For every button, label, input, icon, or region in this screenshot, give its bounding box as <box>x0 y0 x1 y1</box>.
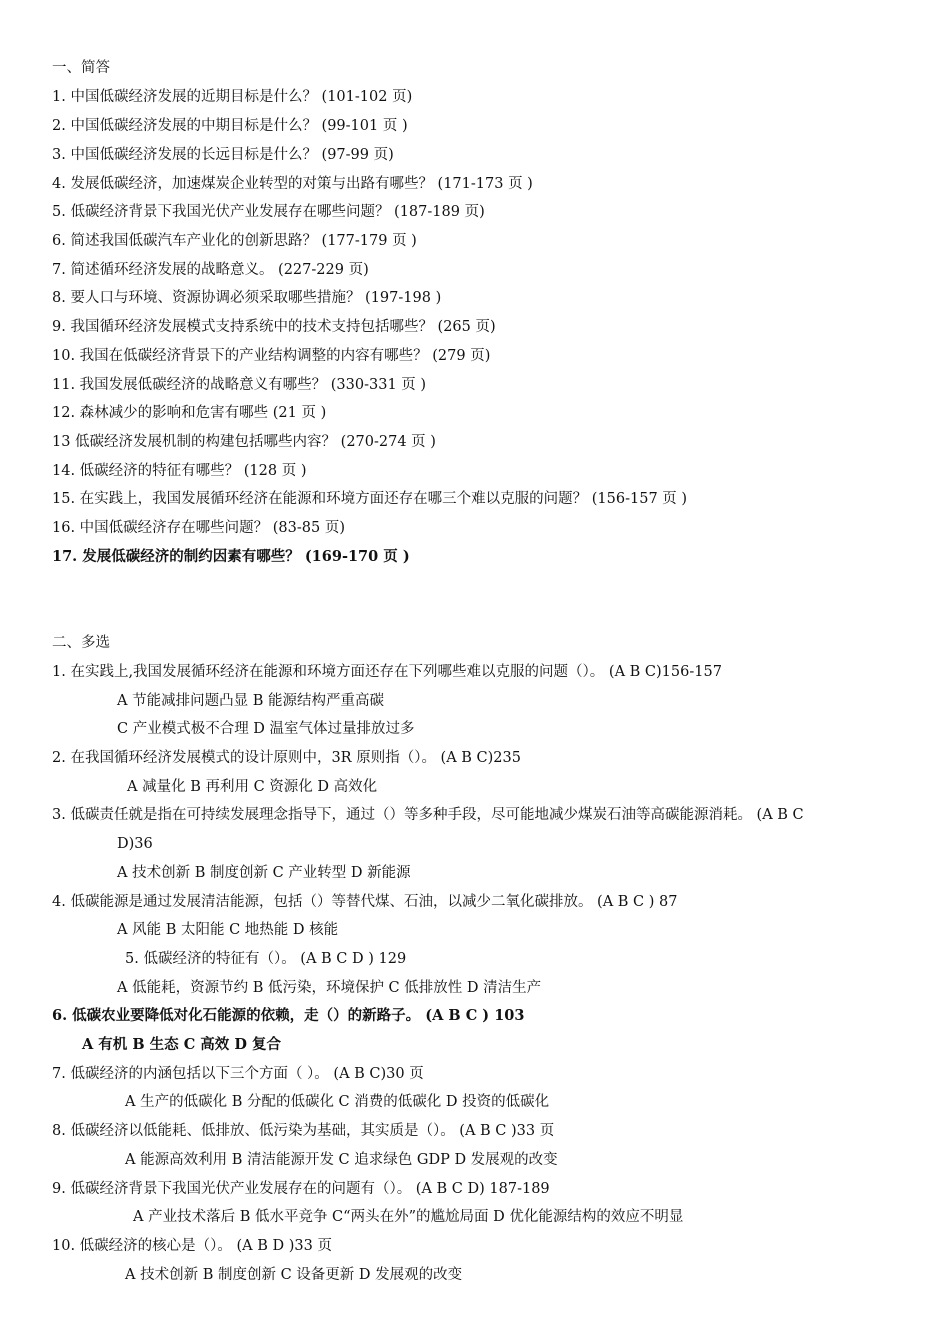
short-answer-item-6: 6. 简述我国低碳汽车产业化的创新思路？ (177-179 页 ) <box>52 233 417 249</box>
mc-question-10: 10. 低碳经济的核心是（）。 (A B D )33 页 <box>52 1238 332 1254</box>
short-answer-item-10: 10. 我国在低碳经济背景下的产业结构调整的内容有哪些？ (279 页) <box>52 348 491 364</box>
mc-options-2: A 减量化 B 再利用 C 资源化 D 高效化 <box>127 779 378 795</box>
mc-options-1a: A 节能减排问题凸显 B 能源结构严重高碳 <box>117 693 384 709</box>
mc-question-9: 9. 低碳经济背景下我国光伏产业发展存在的问题有（）。 (A B C D) 187-189 <box>52 1181 550 1197</box>
short-answer-item-11: 11. 我国发展低碳经济的战略意义有哪些？ (330-331 页 ) <box>52 377 427 393</box>
short-answer-item-15: 15. 在实践上，我国发展循环经济在能源和环境方面还存在哪三个难以克服的问题？ (156-157 页 ) <box>52 491 688 507</box>
mc-options-6: A 有机 B 生态 C 高效 D 复合 <box>82 1036 281 1053</box>
section-heading-multi-choice: 二、多选 <box>52 635 110 651</box>
mc-question-3: 3. 低碳责任就是指在可持续发展理念指导下，通过（）等多种手段，尽可能地减少煤炭石油等高碳能源消耗。 (A B C <box>52 807 804 823</box>
mc-question-7: 7. 低碳经济的内涵包括以下三个方面（ ）。 (A B C)30 页 <box>52 1066 424 1082</box>
mc-question-4: 4. 低碳能源是通过发展清洁能源，包括（）等替代煤、石油，以减少二氧化碳排放。 (A B C ) 87 <box>52 894 678 910</box>
short-answer-item-9: 9. 我国循环经济发展模式支持系统中的技术支持包括哪些？ (265 页) <box>52 319 496 335</box>
mc-question-3-cont: D)36 <box>117 836 153 852</box>
mc-options-4: A 风能 B 太阳能 C 地热能 D 核能 <box>117 922 339 938</box>
short-answer-item-14: 14. 低碳经济的特征有哪些？ (128 页 ) <box>52 463 307 479</box>
short-answer-item-7: 7. 简述循环经济发展的战略意义。 (227-229 页) <box>52 262 369 278</box>
mc-options-10: A 技术创新 B 制度创新 C 设备更新 D 发展观的改变 <box>125 1267 463 1283</box>
mc-question-5: 5. 低碳经济的特征有（）。 (A B C D ) 129 <box>125 951 407 967</box>
short-answer-item-4: 4. 发展低碳经济，加速煤炭企业转型的对策与出路有哪些？ (171-173 页 ) <box>52 176 533 192</box>
mc-question-6: 6. 低碳农业要降低对化石能源的依赖，走（）的新路子。 (A B C ) 103 <box>52 1007 525 1024</box>
short-answer-item-3: 3. 中国低碳经济发展的长远目标是什么？ (97-99 页) <box>52 147 394 163</box>
mc-options-9: A 产业技术落后 B 低水平竞争 C“两头在外”的尴尬局面 D 优化能源结构的效应不明显 <box>133 1209 684 1225</box>
short-answer-item-12: 12. 森林减少的影响和危害有哪些 (21 页 ) <box>52 405 327 421</box>
short-answer-item-16: 16. 中国低碳经济存在哪些问题？ (83-85 页) <box>52 520 346 536</box>
short-answer-item-13: 13 低碳经济发展机制的构建包括哪些内容？ (270-274 页 ) <box>52 434 436 450</box>
short-answer-item-5: 5. 低碳经济背景下我国光伏产业发展存在哪些问题？ (187-189 页) <box>52 204 485 220</box>
mc-question-2: 2. 在我国循环经济发展模式的设计原则中，3R 原则指（）。 (A B C)235 <box>52 750 521 766</box>
mc-options-1b: C 产业模式极不合理 D 温室气体过量排放过多 <box>117 721 415 737</box>
mc-options-5: A 低能耗，资源节约 B 低污染，环境保护 C 低排放性 D 清洁生产 <box>117 980 542 996</box>
mc-question-8: 8. 低碳经济以低能耗、低排放、低污染为基础，其实质是（）。 (A B C )33 页 <box>52 1123 555 1139</box>
short-answer-item-8: 8. 要人口与环境、资源协调必须采取哪些措施？ (197-198 ) <box>52 290 442 306</box>
mc-options-8: A 能源高效利用 B 清洁能源开发 C 追求绿色 GDP D 发展观的改变 <box>125 1152 558 1168</box>
short-answer-item-1: 1. 中国低碳经济发展的近期目标是什么？ (101-102 页) <box>52 89 413 105</box>
section-heading-short-answer: 一、简答 <box>52 60 110 76</box>
mc-options-7: A 生产的低碳化 B 分配的低碳化 C 消费的低碳化 D 投资的低碳化 <box>125 1094 550 1110</box>
mc-question-1: 1. 在实践上,我国发展循环经济在能源和环境方面还存在下列哪些难以克服的问题（）。 (A B C)156-157 <box>52 664 722 680</box>
mc-options-3: A 技术创新 B 制度创新 C 产业转型 D 新能源 <box>117 865 411 881</box>
short-answer-item-2: 2. 中国低碳经济发展的中期目标是什么？ (99-101 页 ) <box>52 118 408 134</box>
short-answer-item-17: 17. 发展低碳经济的制约因素有哪些？ (169-170 页 ) <box>52 548 410 565</box>
